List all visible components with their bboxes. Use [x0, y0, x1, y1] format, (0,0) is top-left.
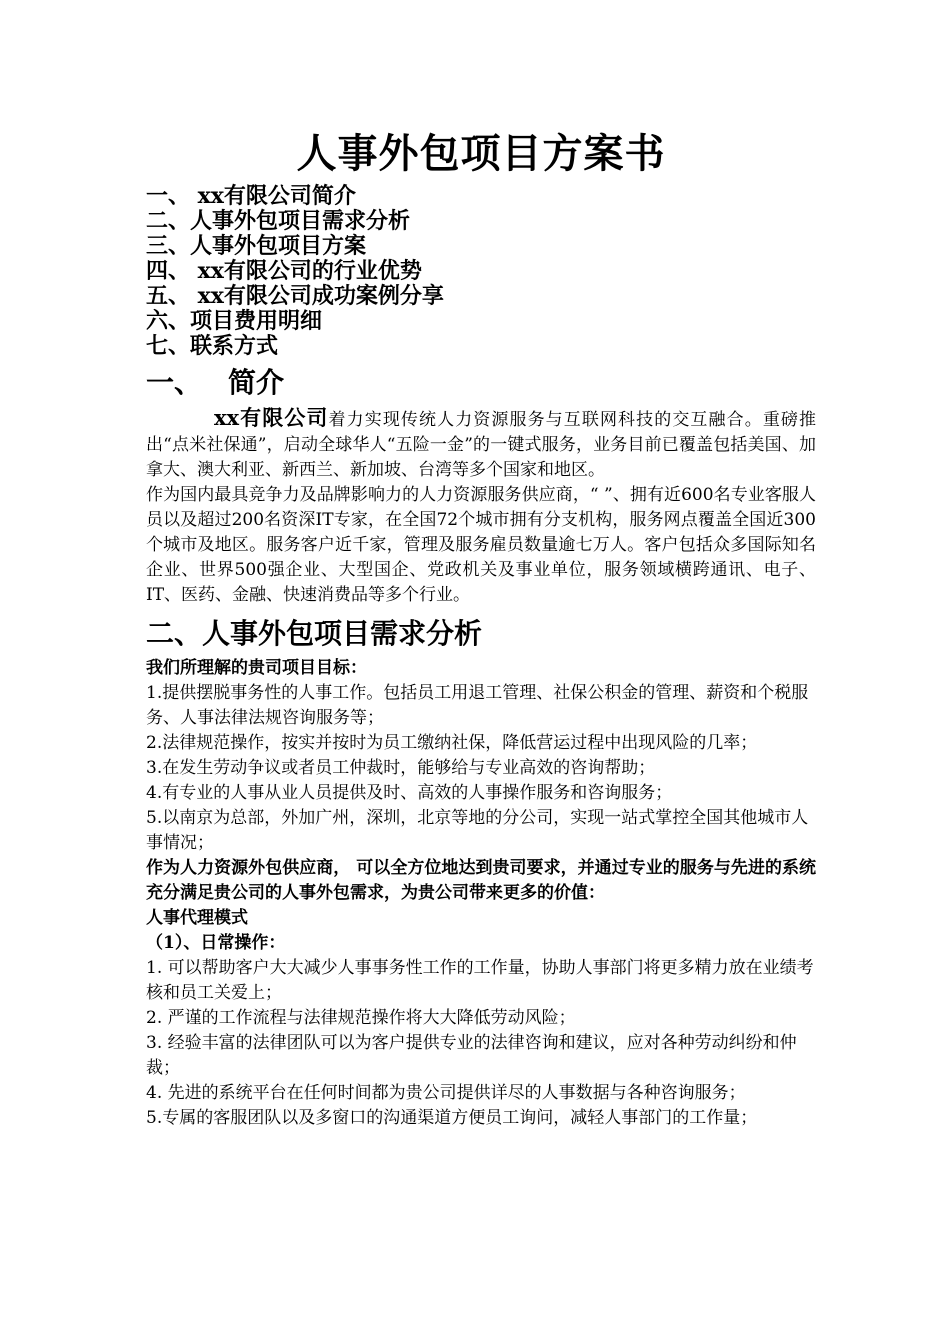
company-name: xx有限公司	[214, 405, 329, 430]
toc-item: 一、 xx有限公司简介	[146, 183, 356, 209]
table-of-contents	[146, 184, 816, 359]
document-page	[146, 120, 816, 1131]
mode-heading: 人事代理模式	[146, 908, 248, 928]
goal-item: 1.提供摆脱事务性的人事工作。包括员工用退工管理、社保公积金的管理、薪资和个税服务、人事法律法规咨询服务等；	[146, 683, 809, 728]
commitment-paragraph: 作为人力资源外包供应商， 可以全方位地达到贵司要求，并通过专业的服务与先进的系统充分满足贵公司的人事外包需求，为贵公司带来更多的价值：	[146, 858, 816, 903]
daily-item: 3. 经验丰富的法律团队可以为客户提供专业的法律咨询和建议，应对各种劳动纠纷和仲裁；	[146, 1033, 797, 1078]
daily-item: 1. 可以帮助客户大大减少人事事务性工作的工作量，协助人事部门将更多精力放在业绩考核和员工关爱上；	[146, 958, 814, 1003]
section-heading-intro	[146, 363, 816, 403]
toc-item: 七、联系方式	[146, 333, 279, 359]
toc-item: 六、项目费用明细	[146, 308, 323, 334]
goal-item: 5.以南京为总部，外加广州，深圳，北京等地的分公司，实现一站式掌控全国其他城市人事情况；	[146, 808, 809, 853]
toc-item: 五、 xx有限公司成功案例分享	[146, 283, 444, 309]
intro-text: 着力实现传统人力资源服务与互联网科技的交互融合。重磅推出“点米社保通”，启动全球华人“五险一金”的一键式服务，业务目前已覆盖包括美国、加拿大、澳大利亚、新西兰、新加坡、台湾等多个国家和地区。	[146, 410, 817, 480]
section-heading-needs: 二、人事外包项目需求分析	[146, 617, 483, 650]
daily-heading: （1）、日常操作：	[146, 933, 286, 953]
goal-item: 3.在发生劳动争议或者员工仲裁时，能够给与专业高效的咨询帮助；	[146, 758, 656, 778]
section-number: 一、	[146, 366, 203, 399]
document-title: 人事外包项目方案书	[296, 130, 666, 177]
company-paragraph: 作为国内最具竞争力及品牌影响力的人力资源服务供应商，“ ”、拥有近600名专业客服人员以及超过200名资深IT专家，在全国72个城市拥有分支机构，服务网点覆盖全国近300个城市及地区。服务客户近千家，管理及服务雇员数量逾七万人。客户包括众多国际知名企业、世界500强企业、大型国企、党政机关及事业单位，服务领域横跨通讯、电子、IT、医药、金融、快速消费品等多个行业。	[146, 485, 816, 605]
toc-item: 三、人事外包项目方案	[146, 233, 367, 259]
toc-item: 二、人事外包项目需求分析	[146, 208, 411, 234]
daily-item: 2. 严谨的工作流程与法律规范操作将大大降低劳动风险；	[146, 1008, 576, 1028]
goal-item: 2.法律规范操作，按实并按时为员工缴纳社保，降低营运过程中出现风险的几率；	[146, 733, 758, 753]
intro-paragraph	[146, 405, 816, 483]
daily-item: 4. 先进的系统平台在任何时间都为贵公司提供详尽的人事数据与各种咨询服务；	[146, 1083, 746, 1103]
goals-heading: 我们所理解的贵司项目目标：	[146, 658, 367, 678]
toc-item: 四、 xx有限公司的行业优势	[146, 258, 422, 284]
goal-item: 4.有专业的人事从业人员提供及时、高效的人事操作服务和咨询服务；	[146, 783, 673, 803]
daily-item: 5.专属的客服团队以及多窗口的沟通渠道方便员工询问，减轻人事部门的工作量；	[146, 1108, 758, 1128]
section-title: 简介	[228, 366, 285, 399]
